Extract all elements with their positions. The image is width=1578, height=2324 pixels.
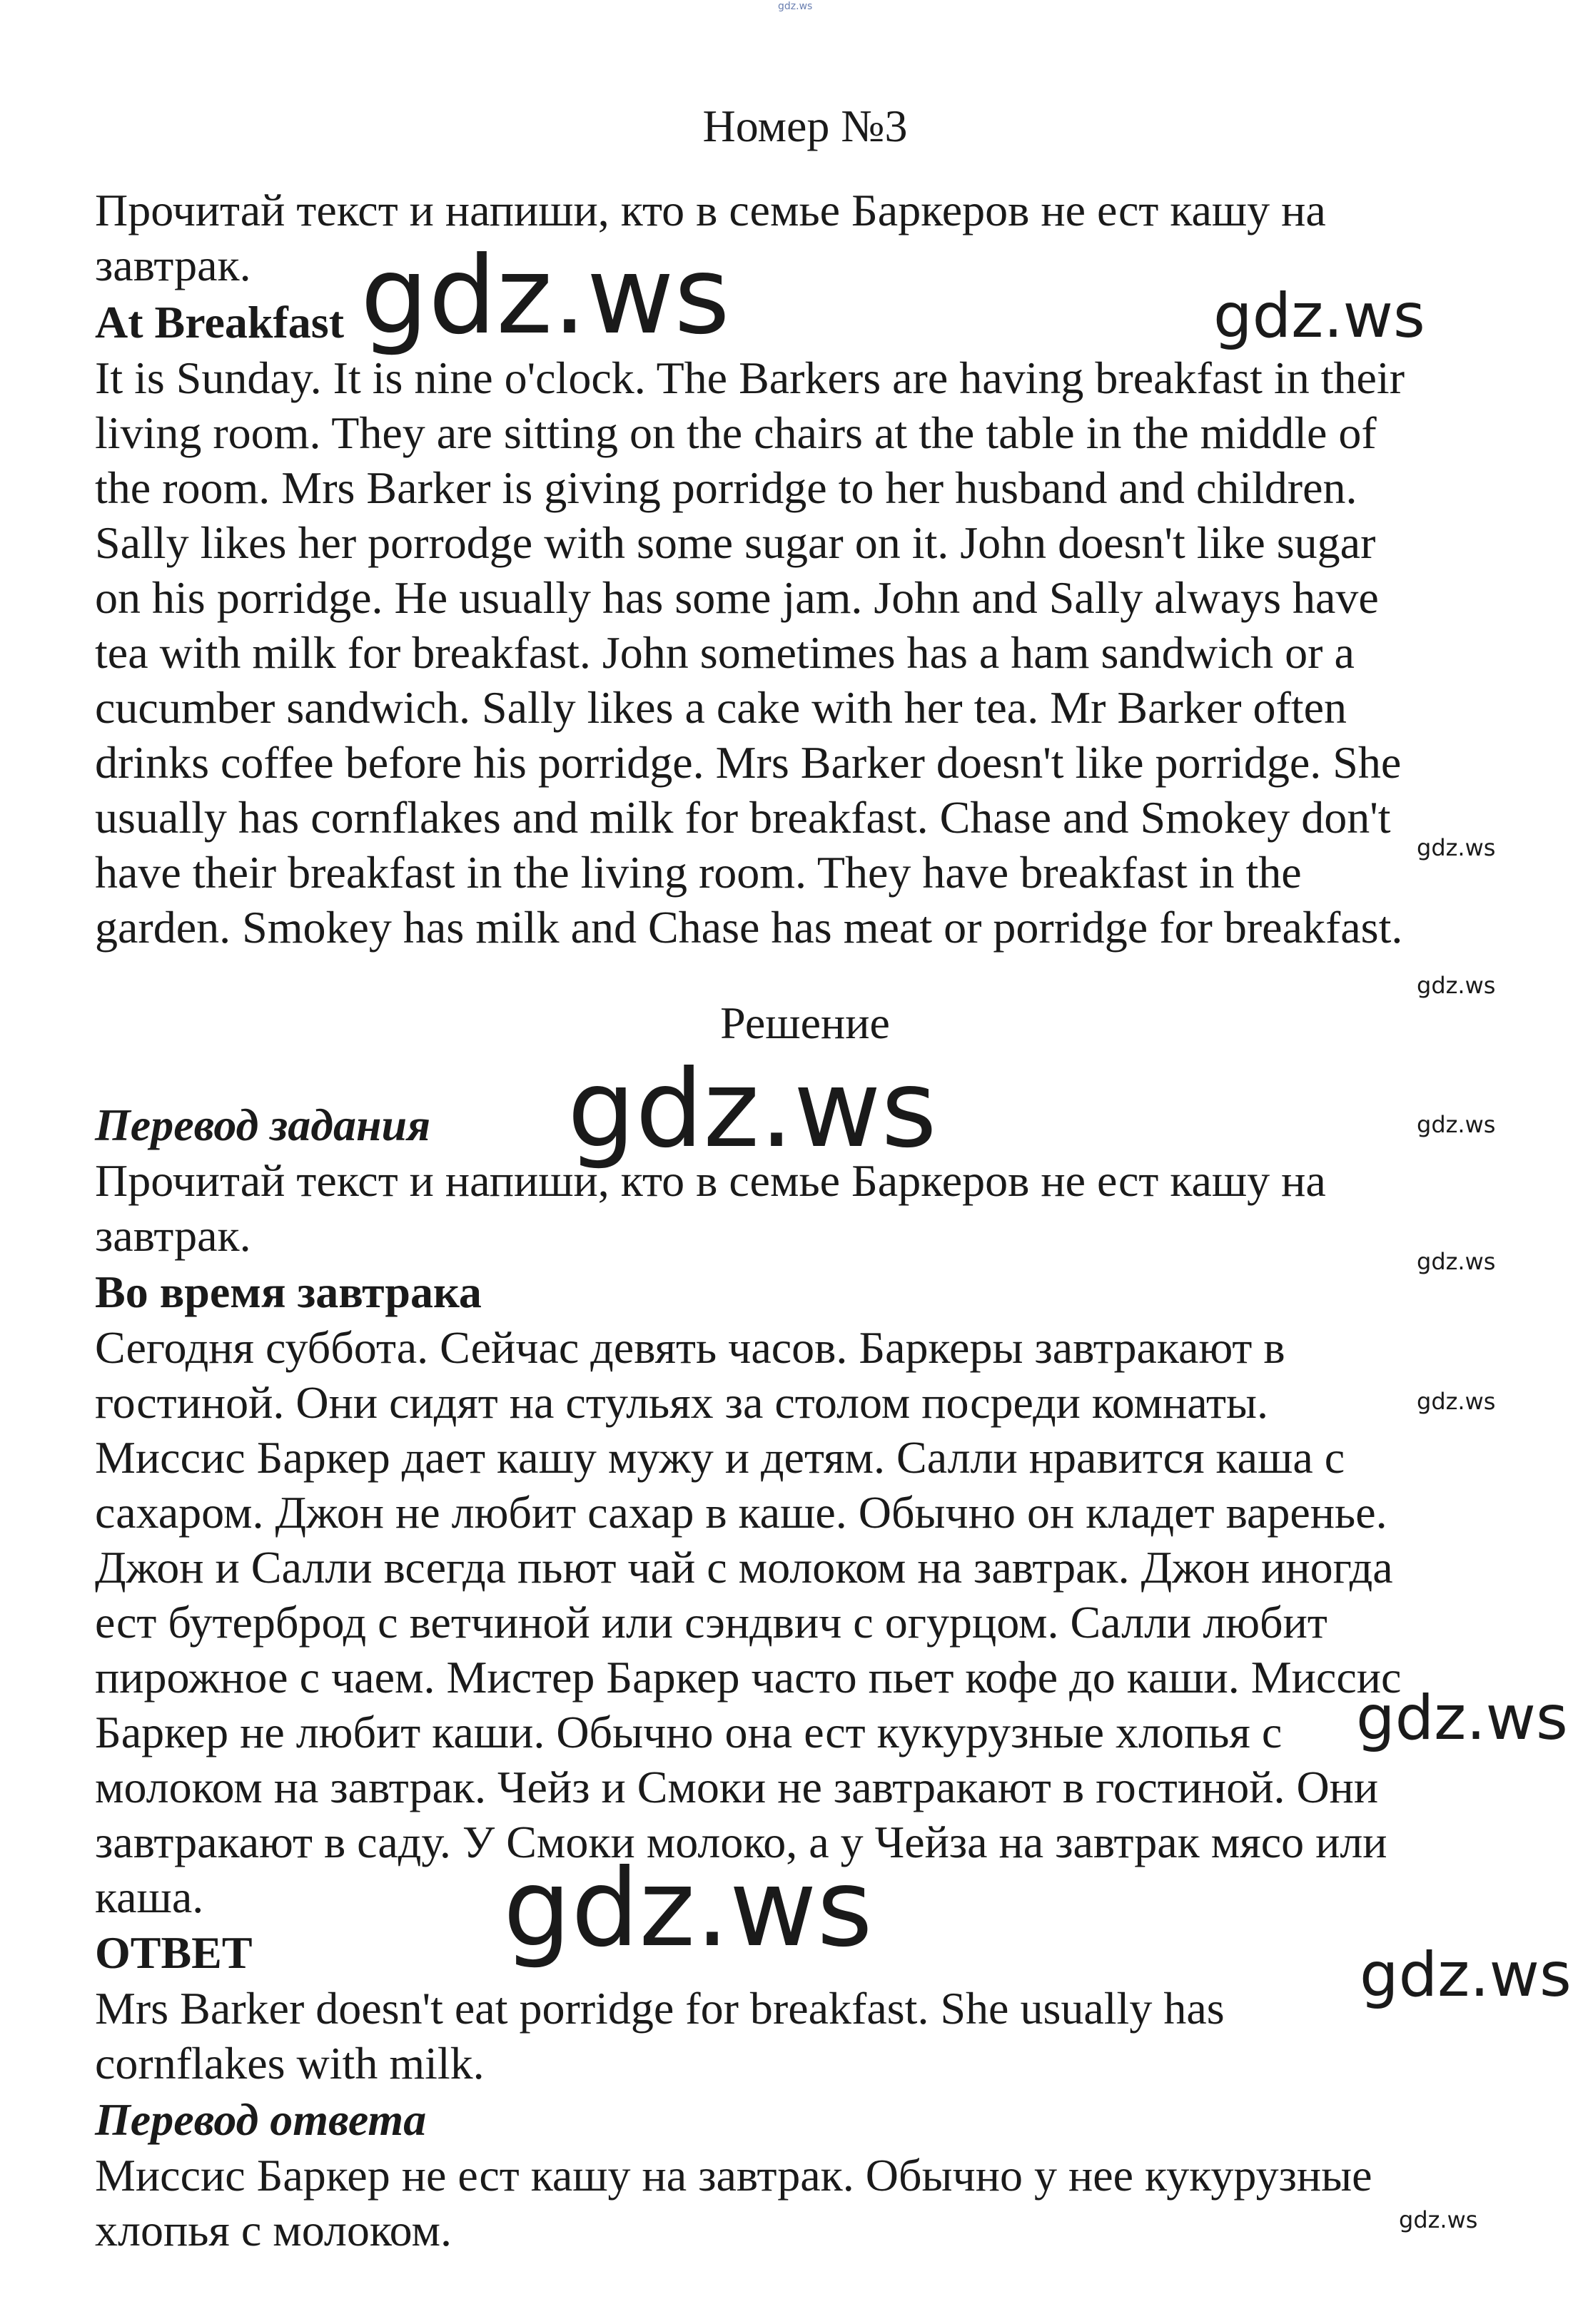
answer-translation-paragraph	[95, 2148, 1372, 2258]
task-translation-line: Прочитай текст и напиши, кто в семье Баркеров не ест кашу на	[95, 1155, 1326, 1206]
text-translation-line: Миссис Баркер дает кашу мужу и детям. Салли нравится каша с	[95, 1432, 1345, 1483]
answer-translation-line: Миссис Баркер не ест кашу на завтрак. Обычно у нее кукурузные	[95, 2150, 1372, 2201]
text-translation-line: ест бутерброд с ветчиной или сэндвич с огурцом. Салли любит	[95, 1597, 1327, 1648]
watermark-small: gdz.ws	[1417, 1111, 1496, 1138]
watermark-small: gdz.ws	[1417, 1388, 1496, 1415]
solution-title: Решение	[720, 998, 890, 1048]
page-title: Номер №3	[702, 101, 908, 151]
english-line: It is Sunday. It is nine o'clock. The Barkers are having breakfast in their	[95, 352, 1405, 403]
text-translation-paragraph	[95, 1320, 1401, 1924]
watermark-small: gdz.ws	[1417, 1248, 1496, 1275]
english-line: drinks coffee before his porridge. Mrs Barker doesn't like porridge. She	[95, 737, 1402, 788]
english-line: on his porridge. He usually has some jam. John and Sally always have	[95, 572, 1379, 623]
text-translation-line: молоком на завтрак. Чейз и Смоки не завтракают в гостиной. Они	[95, 1762, 1379, 1812]
watermark-large: gdz.ws	[567, 1047, 937, 1172]
watermark-tiny-top: gdz.ws	[778, 1, 813, 12]
task-translation-heading: Перевод задания	[95, 1100, 431, 1150]
answer-heading: ОТВЕТ	[95, 1927, 253, 1978]
text-translation-line: Сегодня суббота. Сейчас девять часов. Баркеры завтракают в	[95, 1322, 1285, 1373]
watermark-medium: gdz.ws	[1356, 1683, 1568, 1754]
watermark-large: gdz.ws	[503, 1847, 873, 1971]
text-translation-line: каша.	[95, 1872, 204, 1922]
watermark-medium: gdz.ws	[1213, 280, 1425, 352]
english-heading: At Breakfast	[95, 297, 344, 347]
watermark-medium: gdz.ws	[1360, 1939, 1572, 2011]
english-line: the room. Mrs Barker is giving porridge to her husband and children.	[95, 462, 1357, 513]
watermark-small: gdz.ws	[1399, 2206, 1478, 2233]
text-translation-line: Баркер не любит каши. Обычно она ест кукурузные хлопья с	[95, 1707, 1283, 1757]
answer-translation-line: хлопья с молоком.	[95, 2205, 452, 2256]
text-translation-line: гостиной. Они сидят на стульях за столом посреди комнаты.	[95, 1377, 1268, 1428]
task-translation-line: завтрак.	[95, 1210, 251, 1261]
english-line: cucumber sandwich. Sally likes a cake with her tea. Mr Barker often	[95, 682, 1347, 733]
text-translation-line: завтракают в саду. У Смоки молоко, а у Чейза на завтрак мясо или	[95, 1817, 1387, 1867]
answer-line: cornflakes with milk.	[95, 2038, 485, 2089]
answer-line: Mrs Barker doesn't eat porridge for breakfast. She usually has	[95, 1983, 1225, 2034]
english-line: tea with milk for breakfast. John sometimes has a ham sandwich or a	[95, 627, 1355, 678]
watermark-small: gdz.ws	[1417, 834, 1496, 861]
text-translation-line: Джон и Салли всегда пьют чай с молоком на завтрак. Джон иногда	[95, 1542, 1393, 1593]
english-line: Sally likes her porrodge with some sugar on it. John doesn't like sugar	[95, 517, 1376, 568]
watermark-small: gdz.ws	[1417, 972, 1496, 999]
english-line: living room. They are sitting on the chairs at the table in the middle of	[95, 407, 1377, 458]
watermark-large: gdz.ws	[360, 234, 730, 358]
english-line: garden. Smokey has milk and Chase has meat or porridge for breakfast.	[95, 902, 1403, 953]
text-translation-heading: Во время завтрака	[95, 1267, 482, 1317]
text-translation-line: пирожное с чаем. Мистер Баркер часто пьет кофе до каши. Миссис	[95, 1652, 1402, 1703]
task-line: Прочитай текст и напиши, кто в семье Баркеров не ест кашу на	[95, 185, 1326, 235]
english-paragraph	[95, 350, 1405, 955]
english-line: have their breakfast in the living room. They have breakfast in the	[95, 847, 1302, 898]
text-translation-line: сахаром. Джон не любит сахар в каше. Обычно он кладет варенье.	[95, 1487, 1387, 1538]
answer-paragraph	[95, 1981, 1225, 2091]
task-line: завтрак.	[95, 240, 251, 290]
english-line: usually has cornflakes and milk for breakfast. Chase and Smokey don't	[95, 792, 1391, 843]
answer-translation-heading: Перевод ответа	[95, 2094, 427, 2145]
